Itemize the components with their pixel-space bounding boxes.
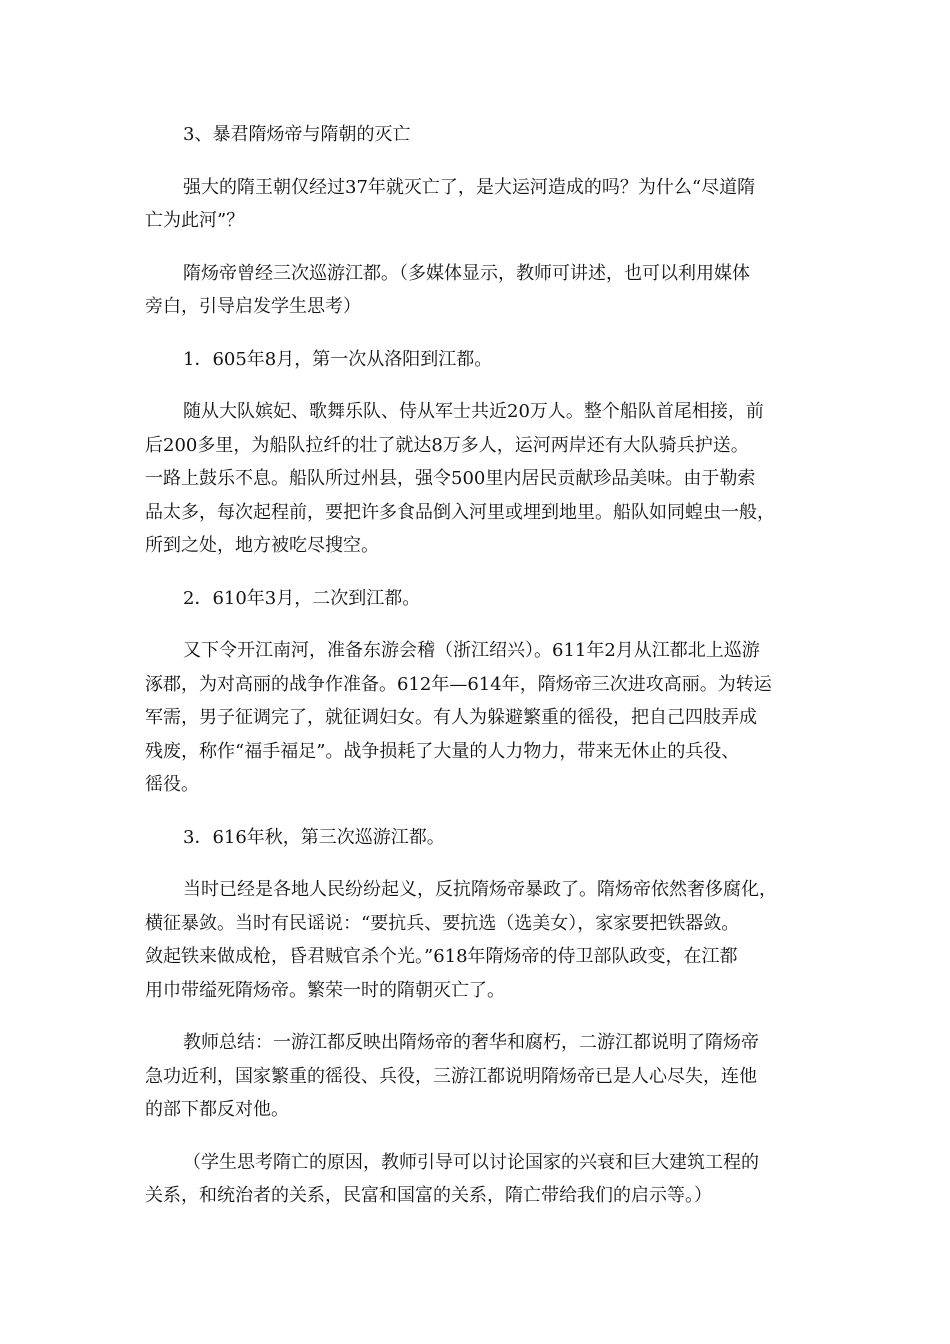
paragraph-intro: 隋炀帝曾经三次巡游江都。（多媒体显示，教师可讲述，也可以利用媒体 旁白，引导启发学生思考） [145,262,750,317]
subheading-first-tour: 1．605年8月，第一次从洛阳到江都。 [183,348,493,370]
paragraph-first-tour: 随从大队嫔妃、歌舞乐队、侍从军士共近20万人。整个船队首尾相接，前 后200多里，为船队拉纤的壮了就达8万多人，运河两岸还有大队骑兵护送。 一路上鼓乐不息。船队所过州县，强令500里内居民贡献珍品美味。由于勒索 品太多，每次起程前，要把许多食品倒入河里或埋到地里。船队如同蝗虫一般， 所到之处，地方被吃尽搜空。 [145,401,775,556]
subheading-third-tour: 3．616年秋，第三次巡游江都。 [183,826,445,848]
paragraph-question: 强大的隋王朝仅经过37年就灭亡了，是大运河造成的吗？为什么“尽道隋 亡为此河”？ [145,176,756,231]
document-body [145,118,810,1213]
paragraph-second-tour: 又下令开江南河，准备东游会稽（浙江绍兴）。611年2月从江都北上巡游 涿郡，为对高丽的战争作准备。612年—614年，隋炀帝三次进攻高丽。为转运 军需，男子征调完了，就征调妇女。有人为躲避繁重的徭役，把自己四肢弄成 残废，称作“福手福足”。战争损耗了大量的人力物力，带来无休止的兵役、 徭役。 [145,640,772,795]
paragraph-teacher-summary: 教师总结：一游江都反映出隋炀帝的奢华和腐朽，二游江都说明了隋炀帝 急功近利，国家繁重的徭役、兵役，三游江都说明隋炀帝已是人心尽失，连他 的部下都反对他。 [145,1032,759,1120]
paragraph-third-tour: 当时已经是各地人民纷纷起义，反抗隋炀帝暴政了。隋炀帝依然奢侈腐化， 横征暴敛。当时有民谣说：“要抗兵、要抗选（选美女），家家要把铁器敛。 敛起铁来做成枪，昏君贼官杀个光。”618年隋炀帝的侍卫部队政变，在江都 用巾带缢死隋炀帝。繁荣一时的隋朝灭亡了。 [145,879,777,1001]
paragraph-student-reflection: （学生思考隋亡的原因，教师引导可以讨论国家的兴衰和巨大建筑工程的 关系，和统治者的关系，民富和国富的关系，隋亡带给我们的启示等。） [145,1151,759,1206]
subheading-second-tour: 2．610年3月，二次到江都。 [183,587,421,609]
section-heading: 3、暴君隋炀帝与隋朝的灭亡 [183,124,411,145]
